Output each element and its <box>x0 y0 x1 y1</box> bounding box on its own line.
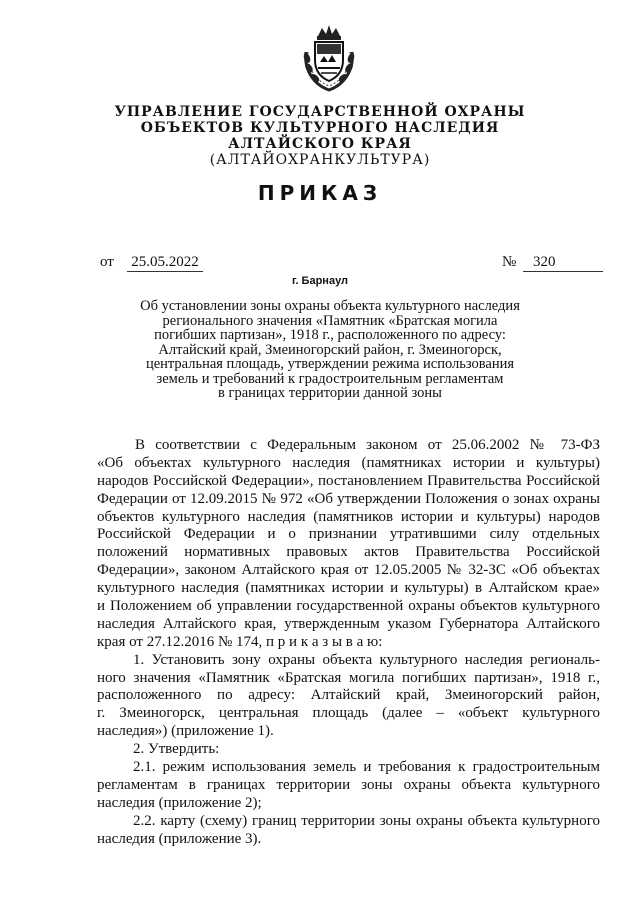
date-prefix: от <box>100 254 114 270</box>
body-line: Федерации», законом Алтайского края от 12.05.2005 № 32-ЗС «Об объектах <box>97 562 600 579</box>
body-line: наследия Алтайского края, утвержденным указом Губернатора Алтайского <box>97 615 600 632</box>
document-title: ПРИКАЗ <box>257 181 383 205</box>
document-city: г. Барнаул <box>291 275 349 287</box>
subject-line: Алтайский край, Змеиногорский район, г. Змеиногорск, <box>158 341 502 358</box>
body-line: культурного наследия (памятниках истории и культуры) в Алтайском крае» <box>97 580 600 597</box>
org-line-2: ОБЪЕКТОВ КУЛЬТУРНОГО НАСЛЕДИЯ <box>140 120 500 136</box>
document-date: 25.05.2022 <box>127 254 203 272</box>
subject-line: регионального значения «Памятник «Братская могила <box>162 312 498 329</box>
body-line: объектов культурного наследия (памятников истории и культуры) народов <box>97 508 600 525</box>
body-line: положений нормативных правовых актов Правительства Российской <box>97 544 600 561</box>
body-line: «Об объектах культурного наследия (памятниках истории и культуры) <box>97 454 600 471</box>
body-line: 2.1. режим использования земель и требования к градостроительным <box>133 759 600 776</box>
subject-line: земель и требований к градостроительным регламентам <box>156 370 504 387</box>
body-line: наследия (приложение 2); <box>97 794 262 811</box>
body-line: края от 27.12.2016 № 174, п р и к а з ы в а ю: <box>97 633 383 650</box>
body-line: Федерации от 12.09.2015 № 972 «Об утверждении Положения о зонах охраны <box>97 490 600 507</box>
body-line: регламентам в границах территории зоны охраны объекта культурного <box>97 776 600 793</box>
coat-of-arms-icon <box>298 22 360 94</box>
subject-line: в границах территории данной зоны <box>218 385 442 401</box>
body-line: народов Российской Федерации», постановлением Правительства Российской <box>97 472 600 489</box>
subject-line: погибших партизан», 1918 г., расположенного по адресу: <box>154 327 506 343</box>
document-body <box>97 437 600 848</box>
org-line-1: УПРАВЛЕНИЕ ГОСУДАРСТВЕННОЙ ОХРАНЫ <box>114 104 526 120</box>
body-line: г. Змеиногорск, центральная площадь (далее – «объект культурного <box>97 705 600 722</box>
body-line: В соответствии с Федеральным законом от 25.06.2002 № 73-ФЗ <box>135 437 600 453</box>
body-line: 2. Утвердить: <box>133 741 220 758</box>
document-number: 320 <box>523 254 603 272</box>
document-subject <box>120 299 540 401</box>
subject-line: Об установлении зоны охраны объекта культурного наследия <box>140 298 520 314</box>
org-line-4: (АЛТАЙОХРАНКУЛЬТУРА) <box>209 152 431 168</box>
body-line: 2.2. карту (схему) границ территории зоны охраны объекта культурного <box>133 812 600 829</box>
number-sign: № <box>502 254 517 270</box>
body-line: 1. Установить зону охраны объекта культурного наследия региональ- <box>133 651 600 668</box>
body-line: наследия (приложение 3). <box>97 830 262 847</box>
org-line-3: АЛТАЙСКОГО КРАЯ <box>228 136 412 152</box>
body-line: наследия») (приложение 1). <box>97 723 274 740</box>
body-line: ного значения «Памятник «Братская могила погибших партизан», 1918 г., <box>97 669 600 686</box>
body-line: Российской Федерации и о признании утратившими силу отдельных <box>97 526 600 543</box>
organization-name <box>0 104 640 168</box>
body-line: расположенного по адресу: Алтайский край, Змеиногорский район, <box>97 687 600 704</box>
subject-line: центральная площадь, утверждении режима использования <box>145 356 515 372</box>
body-line: и Положением об управлении государственной охраны объектов культурного <box>97 598 600 615</box>
date-number-row <box>100 254 610 274</box>
